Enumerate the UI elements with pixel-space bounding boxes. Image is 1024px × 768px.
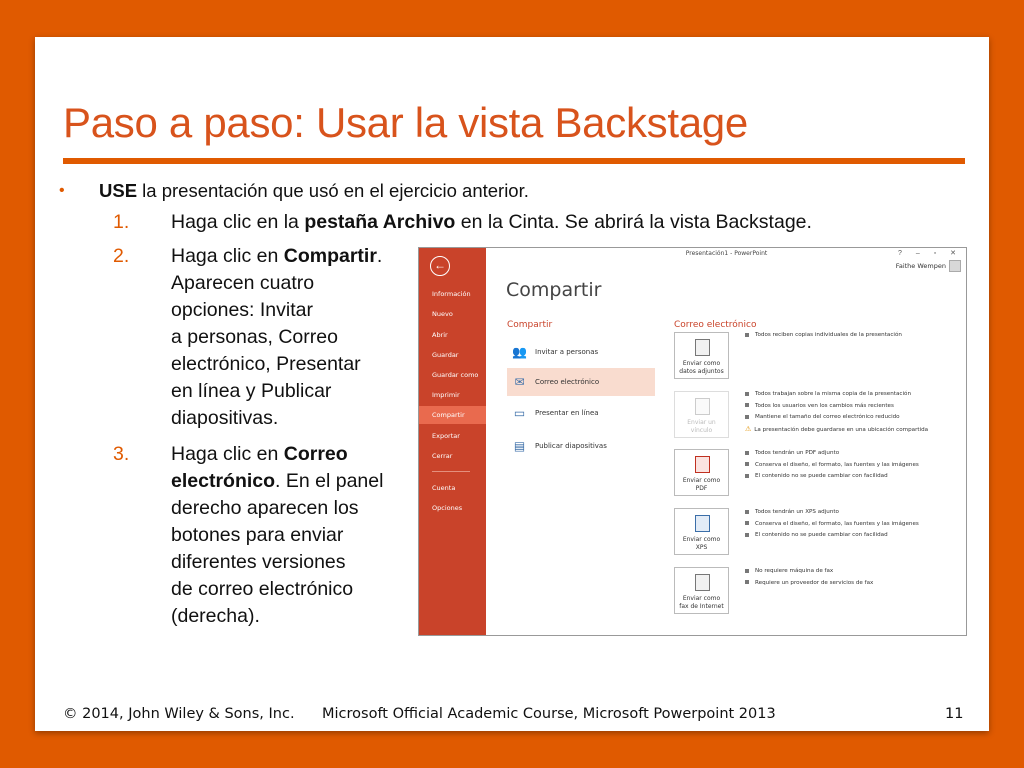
step-3-line: diferentes versiones [171, 551, 346, 573]
send-link-button[interactable] [674, 391, 729, 438]
step-2-line: Aparecen cuatro [171, 272, 315, 294]
fax-description [745, 566, 873, 589]
share-option-label: Publicar diapositivas [535, 442, 607, 450]
sidebar-item-guardar[interactable]: Guardar [432, 351, 459, 359]
slide [35, 37, 989, 731]
button-label: datos adjuntos [679, 368, 724, 375]
desc-line: No requiere máquina de fax [755, 568, 834, 574]
desc-line: La presentación debe guardarse en una ubicación compartida [754, 426, 929, 433]
warning-icon: ⚠ [745, 424, 752, 433]
share-option-email[interactable] [507, 368, 655, 396]
sidebar-divider [432, 471, 470, 472]
desc-line: Mantiene el tamaño del correo electrónico reducido [755, 414, 900, 420]
sidebar-item-exportar[interactable]: Exportar [432, 432, 460, 440]
step-2-line: en línea y Publicar [171, 380, 332, 402]
sidebar-item-imprimir[interactable]: Imprimir [432, 391, 460, 399]
button-label: Enviar un [687, 419, 716, 426]
step-2-line: a personas, Correo [171, 326, 338, 348]
desc-line: Requiere un proveedor de servicios de fax [755, 579, 874, 586]
button-label: Enviar como [682, 595, 721, 602]
step-3-c: . En el panel [275, 470, 384, 492]
desc-line: El contenido no se puede cambiar con facilidad [755, 532, 888, 538]
step-3-bold-2: electrónico [171, 470, 276, 492]
sidebar-item-compartir[interactable]: Compartir [419, 406, 486, 424]
step-2-a: Haga clic en [171, 245, 284, 267]
desc-line: El contenido no se puede cambiar con facilidad [755, 473, 888, 479]
sidebar-item-cerrar[interactable]: Cerrar [432, 452, 453, 460]
pdf-icon [695, 456, 710, 473]
step-3-bold: Correo [283, 443, 348, 465]
step-2-line: electrónico, Presentar [171, 353, 361, 375]
intro-line [99, 177, 529, 204]
step-3-number: 3. [113, 443, 130, 465]
button-label: Enviar como [682, 477, 721, 484]
footer-page-number: 11 [945, 706, 964, 722]
step-2-line: opciones: Invitar [171, 299, 313, 321]
window-controls[interactable]: ? – ▫ ✕ [898, 250, 962, 257]
attachment-icon [695, 339, 710, 356]
intro-rest: la presentación que usó en el ejercicio anterior. [137, 180, 529, 201]
step-2-text [171, 243, 382, 432]
desc-line: Todos reciben copias individuales de la presentación [755, 332, 902, 338]
sidebar-item-nuevo[interactable]: Nuevo [432, 310, 453, 318]
step-3-a: Haga clic en [171, 443, 284, 465]
send-as-attachment-button[interactable] [674, 332, 729, 379]
pdf-description [745, 448, 919, 483]
desc-line: Conserva el diseño, el formato, las fuentes y las imágenes [755, 461, 919, 468]
sidebar-item-abrir[interactable]: Abrir [432, 331, 448, 339]
button-label: Enviar como [682, 360, 721, 367]
people-icon: 👥 [512, 345, 527, 359]
sidebar-item-informacion[interactable]: Información [432, 290, 471, 298]
envelope-icon: ✉ [514, 375, 525, 389]
footer-course: Microsoft Official Academic Course, Microsoft Powerpoint 2013 [322, 706, 776, 722]
back-arrow-icon[interactable]: ← [430, 256, 450, 276]
xps-description [745, 507, 919, 542]
share-option-label: Invitar a personas [535, 348, 599, 356]
sidebar-item-guardar-como[interactable]: Guardar como [432, 371, 479, 379]
button-label: XPS [695, 544, 708, 551]
publish-icon: ▤ [513, 439, 526, 453]
sidebar-item-opciones[interactable]: Opciones [432, 504, 463, 512]
step-3-line: de correo electrónico [171, 578, 354, 600]
step-1-c: en la Cinta. Se abrirá la vista Backstage. [455, 211, 812, 233]
button-label: Enviar como [682, 536, 721, 543]
email-heading: Correo electrónico [674, 320, 757, 330]
share-option-publish-slides[interactable] [507, 432, 655, 460]
desc-line: Todos tendrán un XPS adjunto [755, 509, 839, 515]
button-label: fax de Internet [679, 603, 724, 610]
link-description [745, 389, 928, 436]
share-option-present-online[interactable] [507, 399, 655, 427]
step-3-line: (derecha). [171, 605, 260, 627]
title-rule [63, 158, 965, 164]
monitor-icon: ▭ [513, 406, 526, 420]
user-name[interactable]: Faithe Wempen [895, 262, 946, 270]
send-as-xps-button[interactable] [674, 508, 729, 555]
step-1-bold: pestaña Archivo [304, 211, 456, 233]
fax-icon [695, 574, 710, 591]
step-2-line: diapositivas. [171, 407, 279, 429]
footer-copyright: © 2014, John Wiley & Sons, Inc. [63, 706, 295, 722]
desc-line: Conserva el diseño, el formato, las fuentes y las imágenes [755, 520, 919, 527]
step-2-first-line [171, 243, 382, 270]
step-2-number: 2. [113, 245, 130, 267]
step-1-number: 1. [113, 211, 130, 233]
window-title: Presentación1 - PowerPoint [685, 250, 768, 257]
backstage-screenshot [418, 247, 967, 636]
step-1-a: Haga clic en la [171, 211, 305, 233]
xps-icon [695, 515, 710, 532]
step-1-text [171, 209, 812, 236]
backstage-sidebar [419, 248, 486, 635]
send-as-pdf-button[interactable] [674, 449, 729, 496]
step-2-c: . [376, 245, 383, 267]
share-option-label: Correo electrónico [535, 378, 600, 386]
attachment-description [745, 330, 902, 342]
step-3-second-line [171, 468, 383, 495]
intro-bold: USE [99, 180, 138, 201]
step-3-text [171, 441, 383, 630]
pane-title: Compartir [506, 279, 602, 301]
share-option-invite[interactable] [507, 338, 655, 366]
step-3-first-line [171, 441, 383, 468]
link-icon [695, 398, 710, 415]
share-heading: Compartir [507, 320, 553, 330]
button-label: vínculo [690, 427, 713, 434]
avatar[interactable] [949, 260, 961, 272]
bullet-marker: • [59, 182, 65, 199]
share-option-label: Presentar en línea [535, 409, 599, 417]
desc-line: Todos trabajan sobre la misma copia de la presentación [755, 391, 912, 397]
step-3-line: botones para enviar [171, 524, 344, 546]
desc-line: Todos los usuarios ven los cambios más recientes [755, 402, 894, 409]
button-label: PDF [695, 485, 708, 492]
step-2-bold: Compartir [283, 245, 377, 267]
step-3-line: derecho aparecen los [171, 497, 359, 519]
slide-title: Paso a paso: Usar la vista Backstage [63, 99, 748, 146]
desc-line: Todos tendrán un PDF adjunto [755, 450, 840, 456]
sidebar-item-cuenta[interactable]: Cuenta [432, 484, 456, 492]
send-as-fax-button[interactable] [674, 567, 729, 614]
